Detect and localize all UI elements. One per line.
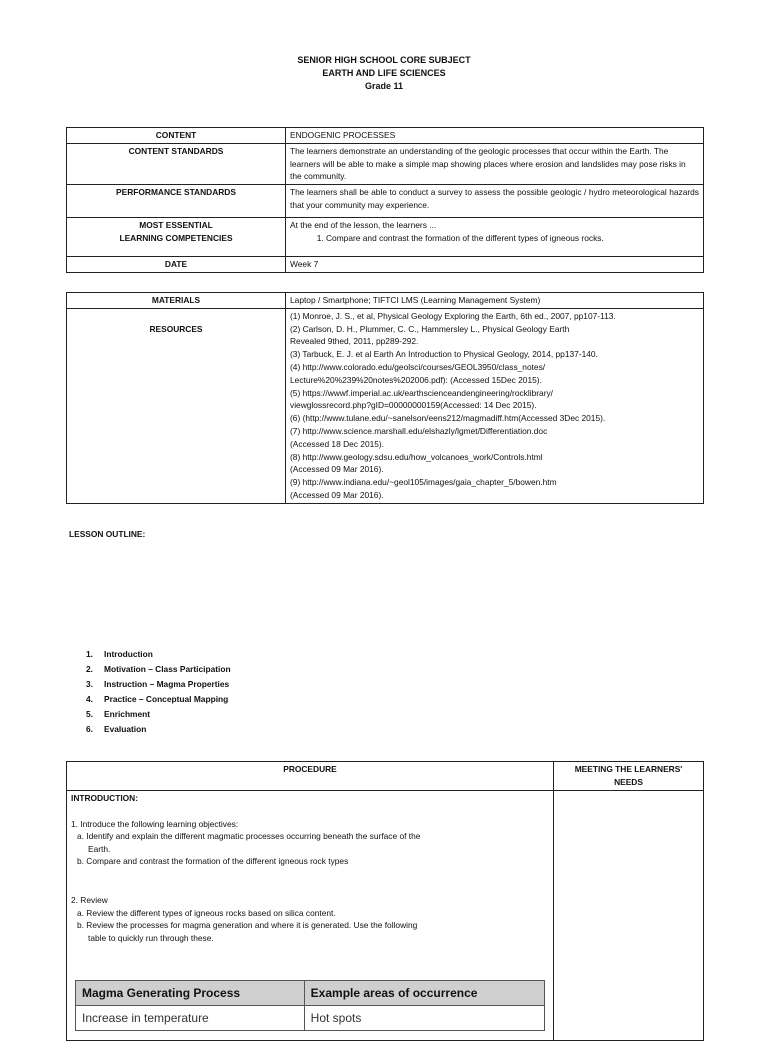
table-row xyxy=(67,128,704,144)
resource-line: viewglossrecord.php?gID=00000000159(Accessed: 14 Dec 2015). xyxy=(290,400,537,411)
resource-line: (Accessed 09 Mar 2016). xyxy=(290,464,384,475)
resource-line: (4) http://www.colorado.edu/geolsci/courses/GEOL3950/class_notes/ xyxy=(290,361,546,372)
learners-needs-cell xyxy=(554,791,704,1041)
competencies-label xyxy=(67,218,286,257)
review-title: 2. Review xyxy=(71,894,108,905)
learners-needs-header-line-1: MEETING THE LEARNERS' xyxy=(574,764,683,774)
header-line-3: Grade 11 xyxy=(364,81,404,91)
procedure-body xyxy=(67,791,554,1041)
table-row xyxy=(67,308,704,503)
table-row xyxy=(67,185,704,218)
objective-a-continued: Earth. xyxy=(88,843,111,854)
table-row xyxy=(67,762,704,791)
outline-item xyxy=(86,707,231,722)
outline-item-text: Introduction xyxy=(104,649,153,659)
content-value: ENDOGENIC PROCESSES xyxy=(286,128,704,144)
date-label: DATE xyxy=(67,257,286,273)
review-b: b. Review the processes for magma generation and where it is generated. Use the following xyxy=(77,920,418,931)
competencies-value xyxy=(286,218,704,257)
objective-a: a. Identify and explain the different magmatic processes occurring beneath the surface of the xyxy=(77,831,421,842)
outline-item-number: 6. xyxy=(86,724,93,734)
procedure-table xyxy=(66,761,704,1041)
outline-item-number: 5. xyxy=(86,709,93,719)
performance-standards-value: The learners shall be able to conduct a survey to assess the possible geologic / hydro meteorological hazards that your community may experience. xyxy=(286,185,704,218)
outline-item-text: Evaluation xyxy=(104,724,147,734)
resource-line: (6) (http://www.tulane.edu/~sanelson/eens212/magmadiff.htm(Accessed 3Dec 2015). xyxy=(290,413,606,424)
resource-line: (Accessed 09 Mar 2016). xyxy=(290,489,384,500)
lesson-outline-title: LESSON OUTLINE: xyxy=(69,529,146,539)
resource-line: (1) Monroe, J. S., et al, Physical Geology Exploring the Earth, 6th ed., 2007, pp107-113. xyxy=(290,310,616,321)
learners-needs-header xyxy=(554,762,704,791)
outline-item-text: Instruction – Magma Properties xyxy=(104,679,230,689)
lesson-info-table xyxy=(66,127,704,273)
competencies-intro: At the end of the lesson, the learners ... xyxy=(290,220,437,231)
resource-line: (7) http://www.science.marshall.edu/elshazly/lgmet/Differentiation.doc xyxy=(290,425,548,436)
outline-item xyxy=(86,647,231,662)
materials-label: MATERIALS xyxy=(67,293,286,309)
lesson-outline-list xyxy=(86,647,231,737)
objective-b: b. Compare and contrast the formation of the different igneous rock types xyxy=(77,856,349,867)
learners-needs-header-line-2: NEEDS xyxy=(614,776,643,787)
table-row xyxy=(76,981,545,1006)
content-standards-label: CONTENT STANDARDS xyxy=(67,143,286,184)
occurrence-cell: Hot spots xyxy=(304,1006,544,1031)
outline-item xyxy=(86,662,231,677)
outline-item-text: Practice – Conceptual Mapping xyxy=(104,694,229,704)
review-a: a. Review the different types of igneous rocks based on silica content. xyxy=(77,907,336,918)
resource-line: (Accessed 18 Dec 2015). xyxy=(290,438,385,449)
outline-item-text: Motivation – Class Participation xyxy=(104,664,231,674)
outline-item xyxy=(86,722,231,737)
resources-list xyxy=(286,308,704,503)
competencies-label-line-2: LEARNING COMPETENCIES xyxy=(119,232,233,243)
performance-standards-label: PERFORMANCE STANDARDS xyxy=(67,185,286,218)
table-row xyxy=(67,143,704,184)
introduction-title: INTRODUCTION: xyxy=(71,793,138,803)
magma-process-column-header: Magma Generating Process xyxy=(76,981,305,1006)
header-line-1: SENIOR HIGH SCHOOL CORE SUBJECT xyxy=(297,55,471,65)
outline-item-number: 2. xyxy=(86,664,93,674)
outline-item-number: 4. xyxy=(86,694,93,704)
resource-line: Revealed 9thed, 2011, pp289-292. xyxy=(290,336,419,347)
date-value: Week 7 xyxy=(286,257,704,273)
table-row xyxy=(67,293,704,309)
resource-line: Lecture%20%239%20notes%202006.pdf): (Accessed 15Dec 2015). xyxy=(290,374,542,385)
table-row xyxy=(67,791,704,1041)
resource-line: (8) http://www.geology.sdsu.edu/how_volcanoes_work/Controls.html xyxy=(290,451,543,462)
header-line-2: EARTH AND LIFE SCIENCES xyxy=(322,68,446,78)
document-header xyxy=(0,54,768,93)
outline-item xyxy=(86,692,231,707)
competency-item: 1. Compare and contrast the formation of the different types of igneous rocks. xyxy=(326,232,699,245)
resource-line: (3) Tarbuck, E. J. et al Earth An Introduction to Physical Geology, 2014, pp137-140. xyxy=(290,349,598,360)
competencies-list xyxy=(290,232,699,245)
table-row xyxy=(76,1006,545,1031)
content-standards-value: The learners demonstrate an understanding of the geologic processes that occur within the Earth. The learners will be able to make a simple map showing places where erosion and landslides may pose risks in the community. xyxy=(286,143,704,184)
outline-item-number: 3. xyxy=(86,679,93,689)
magma-process-cell: Increase in temperature xyxy=(76,1006,305,1031)
outline-item-text: Enrichment xyxy=(104,709,151,719)
resources-label: RESOURCES xyxy=(67,308,286,503)
table-row xyxy=(67,218,704,257)
procedure-header: PROCEDURE xyxy=(67,762,554,791)
objectives-intro: 1. Introduce the following learning objectives: xyxy=(71,818,239,829)
materials-resources-table xyxy=(66,292,704,504)
outline-item xyxy=(86,677,231,692)
content-label: CONTENT xyxy=(67,128,286,144)
resource-line: (2) Carlson, D. H., Plummer, C. C., Hammersley L., Physical Geology Earth xyxy=(290,323,570,334)
resource-line: (5) https://wwwf.imperial.ac.uk/earthscienceandengineering/rocklibrary/ xyxy=(290,387,553,398)
review-b-continued: table to quickly run through these. xyxy=(88,932,214,943)
competencies-label-line-1: MOST ESSENTIAL xyxy=(139,220,213,231)
occurrence-column-header: Example areas of occurrence xyxy=(304,981,544,1006)
table-row xyxy=(67,257,704,273)
outline-item-number: 1. xyxy=(86,649,93,659)
materials-value: Laptop / Smartphone; TIFTCI LMS (Learning Management System) xyxy=(286,293,704,309)
resource-line: (9) http://www.indiana.edu/~geol105/images/gaia_chapter_5/bowen.htm xyxy=(290,477,557,488)
